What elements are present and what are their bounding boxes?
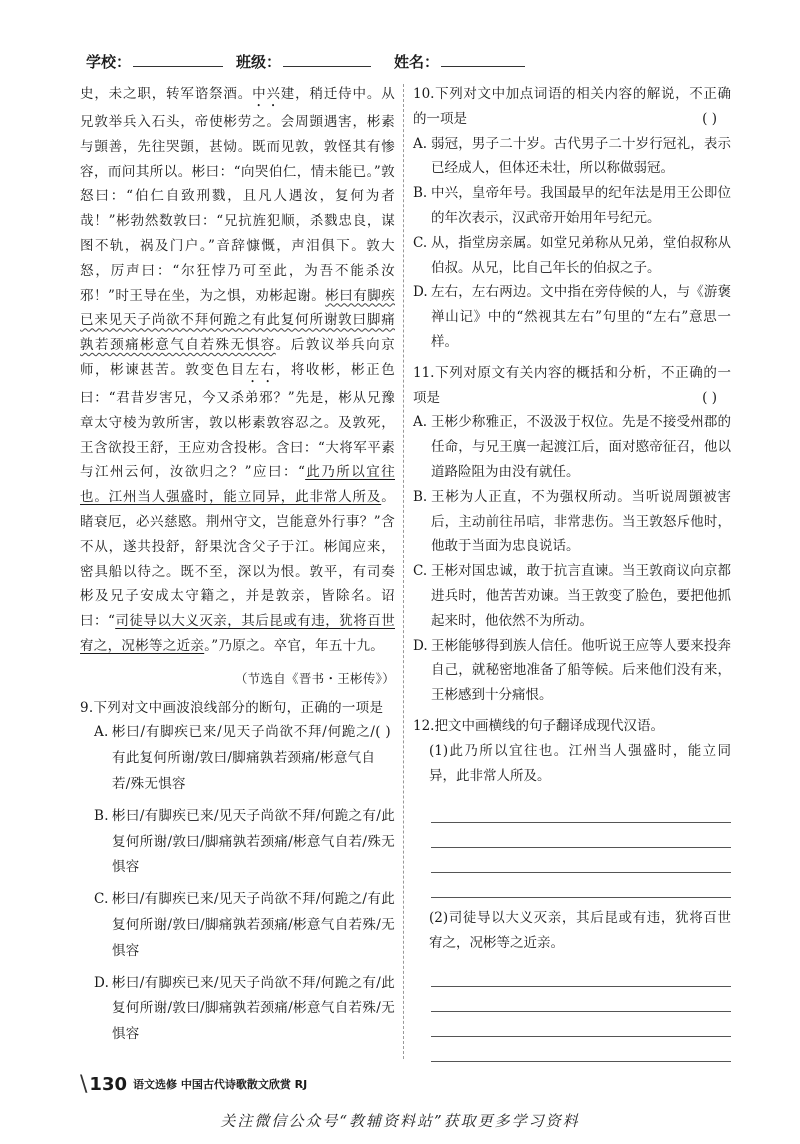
option-label: D. [413, 637, 428, 654]
passage-segment: 。”乃原之。卒官，年五十九。 [204, 637, 385, 654]
passage-segment: 建，稍迁侍中。从兄敦举兵入石头，帝使彬劳之。会周顗遇害，彬素与顗善，先往哭顗，甚恸。既而见敦，敦怪其有惨容，而问其所以。彬曰：“向哭伯仁，情未能已。”敦怒曰：“伯仁自致刑戮，且凡人遇汝，复何为者哉！”彬勃然数敦曰：“兄抗旌犯顺，杀戮忠良，谋图不轨，祸及门户。”音辞慷慨，声泪俱下。敦大怒，厉声曰：“尔狂悖乃可至此，为吾不能杀汝邪！”时王导在坐，为之惧，劝彬起谢。 [80, 86, 395, 304]
passage [80, 82, 395, 692]
question-9-option-b[interactable] [80, 804, 395, 881]
option-label: C. [413, 563, 428, 580]
passage-segment: 。后敦议举兵向京师，彬谏甚苦。敦变色目 [80, 337, 395, 378]
answer-line[interactable] [431, 823, 731, 848]
page-number: 130 [89, 1073, 127, 1095]
answer-blank[interactable]: ( ) [702, 110, 717, 127]
question-11-option-a[interactable] [413, 410, 731, 484]
option-label: C. [94, 891, 109, 908]
name-blank[interactable] [441, 50, 525, 67]
question-9-option-d[interactable] [80, 971, 395, 1048]
question-11-option-d[interactable] [413, 634, 731, 708]
option-text: 彬曰/有脚疾已来/见天子尚欲不拜/何跪之有/此复何所谢/敦曰/脚痛孰若颈痛/彬意气自若殊/无惧容 [112, 974, 395, 1043]
answer-blank[interactable]: ( ) [375, 724, 391, 741]
option-label: B. [413, 488, 428, 505]
option-text: 彬曰/有脚疾已来/见天子尚欲不拜/何跪之有/此复何所谢/敦曰/脚痛孰若颈痛/彬意气自若/殊无惧容 [112, 807, 395, 876]
question-9-stem [80, 696, 395, 741]
answer-line[interactable] [431, 962, 731, 987]
passage-segment: 。睹衰厄，必兴慈愍。荆州守文，岂能意外行事？”含不从，遂共投舒，舒果沈含父子于江。彬闻应来，密具船以待之。既不至，深以为恨。敦平，有司奏彬及兄子安成太守籍之，并是敦亲，皆除名。诏曰：“ [80, 489, 395, 630]
underlined-sentence-2: 司徒导以大义灭亲，其后昆或有违，犹将百世宥之，况彬等之近亲 [80, 613, 395, 654]
school-label: 学校： [86, 53, 132, 71]
question-9-option-a[interactable] [80, 720, 375, 797]
option-text: 弱冠，男子二十岁。古代男子二十岁行冠礼，表示已经成人，但体还未壮，所以称做弱冠。 [431, 135, 731, 177]
option-text: 彬曰/有脚疾已来/见天子尚欲不拜/何跪之/有此复何所谢/敦曰/脚痛孰若颈痛/彬意气自若殊/无惧容 [112, 891, 395, 959]
answer-line[interactable] [431, 1012, 731, 1037]
page-footer [80, 1070, 307, 1098]
school-blank[interactable] [133, 50, 223, 67]
question-10-option-b[interactable] [413, 181, 731, 231]
dotted-term-zhongxing: 中兴 [252, 86, 281, 102]
option-text: 王彬为人正直，不为强权所动。当听说周顗被害后，主动前往吊唁，非常悲伤。当王敦怒斥他时，他敢于当面为忠良说话。 [431, 488, 731, 555]
question-11-stem [413, 361, 731, 411]
book-title: 语文选修 中国古代诗歌散文欣赏 RJ [133, 1078, 308, 1091]
passage-text [80, 82, 395, 659]
question-11-text: 11.下列对原文有关内容的概括和分析，不正确的一项是 [413, 364, 731, 406]
option-label: B. [94, 807, 109, 824]
name-label: 姓名： [394, 53, 440, 71]
class-blank[interactable] [283, 50, 371, 67]
wavy-underlined-sentence: 彬曰有脚疾已来见天子尚欲不拜何跪之有此复何所谢敦曰脚痛孰若颈痛彬意气自若殊无惧容 [80, 287, 395, 354]
answer-line[interactable] [431, 987, 731, 1012]
option-label: A. [413, 414, 428, 431]
option-text: 王彬能够得到族人信任。他听说王应等人要来投奔自己，就秘密地准备了船等候。后来他们没有来，王彬感到十分痛恨。 [431, 637, 731, 704]
answer-line[interactable] [431, 1037, 731, 1062]
option-label: C. [413, 234, 428, 251]
question-9-option-c[interactable] [80, 887, 395, 964]
answer-blank[interactable]: ( ) [702, 389, 717, 406]
option-label: A. [413, 135, 428, 152]
option-text: 中兴，皇帝年号。我国最早的纪年法是用王公即位的年次表示，汉武帝开始用年号纪元。 [431, 185, 731, 226]
option-label: A. [94, 724, 109, 741]
underlined-sentence-1: 此乃所以宜往也。江州当人强盛时，能立同异，此非常人所及 [80, 464, 395, 506]
footer-slash-icon: \ [80, 1071, 88, 1097]
question-11 [413, 361, 731, 708]
question-11-option-c[interactable] [413, 559, 731, 633]
name-field [394, 50, 525, 72]
left-column [80, 82, 395, 1048]
option-label: D. [94, 974, 110, 991]
passage-segment: ，将收彬，彬正色曰：“君昔岁害兄，今又杀弟邪？”先是，彬从兄豫章太守棱为敦所害，敦以彬素敦容忍之。及敦死，王含欲投王舒，王应劝含投彬。含曰：“大将军平素与江州云何，汝欲归之？”应曰：“ [80, 361, 395, 481]
option-label: D. [413, 284, 428, 301]
right-column [413, 82, 731, 1062]
question-10 [413, 82, 731, 355]
answer-line[interactable] [431, 873, 731, 898]
passage-segment: 史，未之职，转军谘祭酒。 [80, 86, 253, 102]
question-10-option-a[interactable] [413, 132, 731, 182]
question-12-sub-2: (2)司徒导以大义灭亲，其后昆或有违，犹将百世宥之，况彬等之近亲。 [429, 910, 731, 952]
question-12-stem: 12.把文中画横线的句子翻译成现代汉语。 [413, 717, 664, 734]
column-divider [403, 84, 404, 1059]
passage-source: （节选自《晋书・王彬传》） [234, 670, 395, 686]
answer-line[interactable] [431, 798, 731, 823]
option-text: 王彬少称雅正，不汲汲于权位。先是不接受州郡的任命，与兄王廙一起渡江后，面对愍帝征召，他以道路险阻为由没有就任。 [431, 414, 731, 480]
question-12 [413, 714, 731, 1062]
class-label: 班级： [236, 53, 282, 71]
question-9-text: 9.下列对文中画波浪线部分的断句，正确的一项是 [80, 699, 384, 716]
option-text: 王彬对国忠诚，敢于抗言直谏。当王敦商议向京都进兵时，他苦苦劝谏。当王敦变了脸色，要把他抓起来时，他依然不为所动。 [431, 563, 731, 629]
class-field [236, 50, 371, 72]
option-text: 从，指堂房亲属。如堂兄弟称从兄弟，堂伯叔称从伯叔。从兄，比自己年长的伯叔之子。 [431, 234, 731, 276]
question-11-option-b[interactable] [413, 485, 731, 559]
question-10-stem [413, 82, 731, 132]
question-10-option-c[interactable] [413, 231, 731, 281]
option-text: 左右，左右两边。文中指在旁侍候的人，与《游褒禅山记》中的“然视其左右”句里的“左右”意思一样。 [431, 284, 731, 350]
question-10-text: 10.下列对文中加点词语的相关内容的解说，不正确的一项是 [413, 86, 731, 127]
answer-line[interactable] [431, 848, 731, 873]
option-label: B. [413, 185, 428, 202]
option-text: 彬曰/有脚疾已来/见天子尚欲不拜/何跪之/有此复何所谢/敦曰/脚痛孰若颈痛/彬意气自若/殊无惧容 [112, 724, 376, 792]
school-field [86, 50, 223, 72]
spacer [413, 788, 731, 798]
question-10-option-d[interactable] [413, 280, 731, 354]
question-12-sub-1: (1)此乃所以宜往也。江州当人强盛时，能立同异，此非常人所及。 [429, 742, 731, 784]
question-9 [80, 696, 395, 1048]
dotted-term-zuoyou: 左右 [245, 361, 276, 378]
promo-note: 关注微信公众号“教辅资料站”获取更多学习资料 [220, 1112, 580, 1130]
